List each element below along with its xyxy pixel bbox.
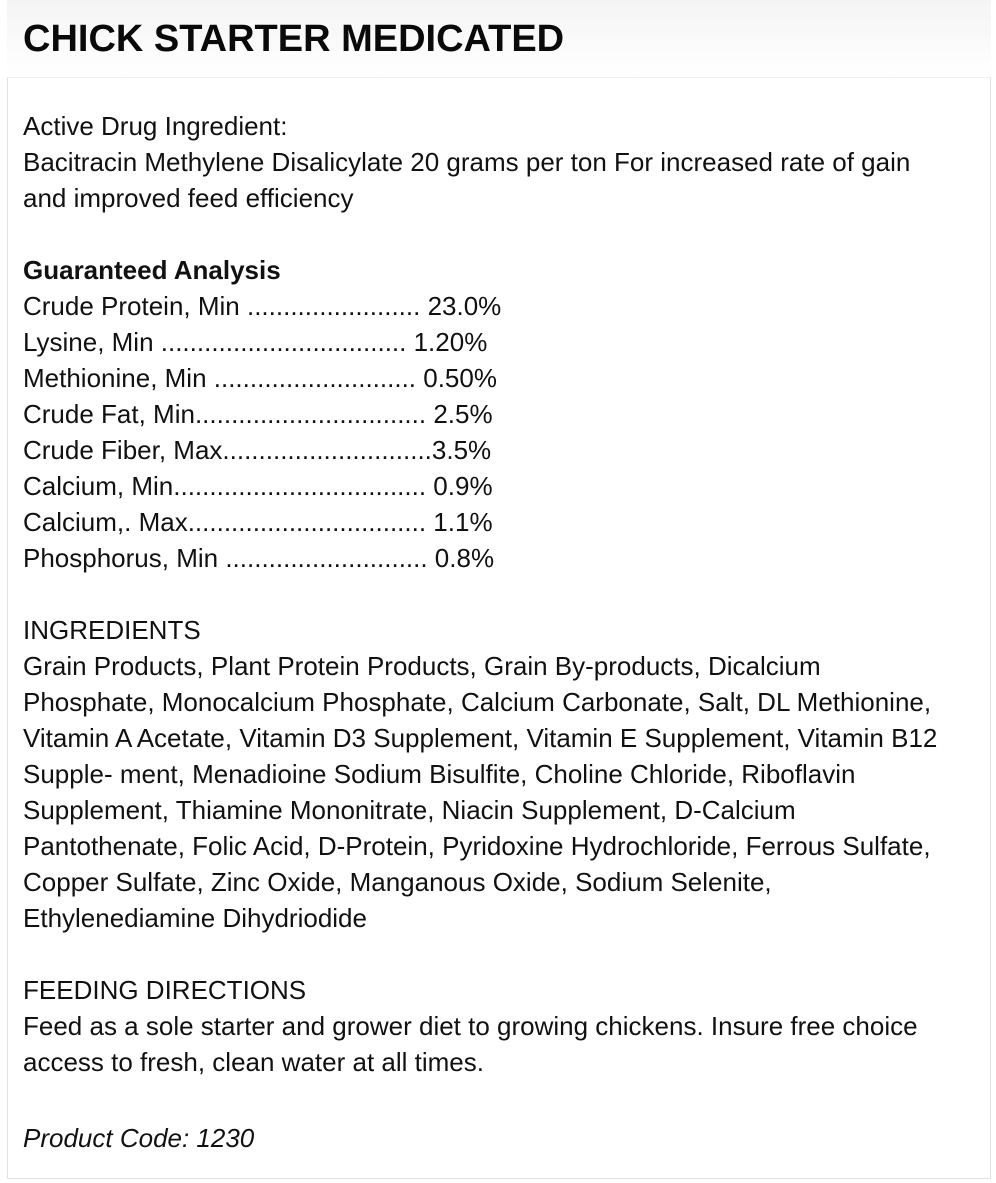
- active-drug-text: Bacitracin Methylene Disalicylate 20 grams per ton For increased rate of gain and improved feed efficiency: [23, 147, 911, 213]
- analysis-row-crude-fiber: Crude Fiber, Max.............................3.5%: [23, 435, 492, 465]
- analysis-row-lysine: Lysine, Min .................................. 1.20%: [23, 327, 488, 357]
- guaranteed-analysis-list: [23, 288, 953, 576]
- analysis-row-methionine: Methionine, Min ............................ 0.50%: [23, 363, 497, 393]
- product-code: Product Code: 1230: [23, 1123, 255, 1153]
- analysis-row-crude-protein: Crude Protein, Min ........................ 23.0%: [23, 291, 502, 321]
- analysis-row-phosphorus: Phosphorus, Min ............................ 0.8%: [23, 543, 495, 573]
- page-title: CHICK STARTER MEDICATED: [23, 18, 565, 60]
- analysis-row-calcium-min: Calcium, Min................................... 0.9%: [23, 471, 493, 501]
- feeding-directions-text: Feed as a sole starter and grower diet to growing chickens. Insure free choice access to fresh, clean water at all times.: [23, 1011, 918, 1077]
- analysis-row-calcium-max: Calcium,. Max................................. 1.1%: [23, 507, 493, 537]
- spacer: [23, 576, 953, 612]
- guaranteed-analysis-heading: Guaranteed Analysis: [23, 255, 281, 285]
- ingredients-heading: INGREDIENTS: [23, 615, 201, 645]
- spacer: [23, 1080, 953, 1120]
- ingredients-text: Grain Products, Plant Protein Products, Grain By-products, Dicalcium Phosphate, Monocalcium Phosphate, Calcium Carbonate, Salt, DL Methionine, Vitamin A Acetate, Vitamin D3 Supplement, Vitamin E Supplement, Vitamin B12 Supple- ment, Menadioine Sodium Bisulfite, Choline Chloride, Riboflavin Supplement, Thiamine Mononitrate, Niacin Supplement, D-Calcium Pantothenate, Folic Acid, D-Protein, Pyridoxine Hydrochloride, Ferrous Sulfate, Copper Sulfate, Zinc Oxide, Manganous Oxide, Sodium Selenite, Ethylenediamine Dihydriodide: [23, 651, 938, 933]
- spacer: [23, 936, 953, 972]
- document-body: [23, 108, 953, 1156]
- feeding-directions-heading: FEEDING DIRECTIONS: [23, 975, 307, 1005]
- active-drug-heading: Active Drug Ingredient:: [23, 111, 288, 141]
- spacer: [23, 216, 953, 252]
- analysis-row-crude-fat: Crude Fat, Min................................ 2.5%: [23, 399, 493, 429]
